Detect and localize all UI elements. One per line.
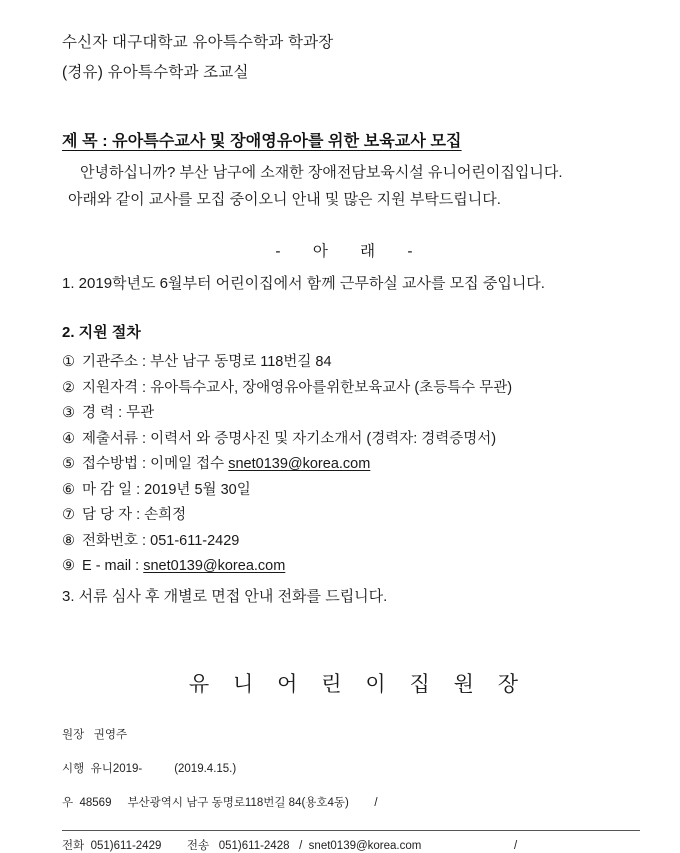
document-header (62, 28, 640, 88)
item-number: ④ (62, 430, 75, 447)
footer-director: 원장 권영주 (62, 728, 128, 741)
document-footer (62, 728, 640, 853)
document-title: 제 목 : 유아특수교사 및 장애영유아를 위한 보육교사 모집 (62, 133, 462, 150)
via-line: (경유) 유아특수학과 조교실 (62, 64, 249, 81)
item-value: 이력서 와 증명사진 및 자기소개서 (경력자: 경력증명서) (150, 430, 497, 447)
paragraph-3: 3. 서류 심사 후 개별로 면접 안내 전화를 드립니다. (62, 587, 388, 605)
list-item (62, 427, 640, 453)
greeting-block (68, 159, 640, 213)
item-number: ② (62, 379, 75, 396)
list-item (62, 350, 640, 376)
email-link[interactable]: snet0139@korea.com (143, 558, 286, 574)
email-link[interactable]: snet0139@korea.com (228, 456, 371, 472)
item-label: 경 력 : (82, 405, 123, 421)
recipient-line: 수신자 대구대학교 유아특수학과 학과장 (62, 34, 334, 51)
greeting-line-2: 아래와 같이 교사를 모집 중이오니 안내 및 많은 지원 부탁드립니다. (68, 191, 501, 208)
list-item (62, 452, 640, 478)
footer-address: 우 48569 부산광역시 남구 동명로118번길 84(용호4동) / (62, 796, 378, 809)
item-number: ③ (62, 405, 75, 421)
item-value: 051-611-2429 (150, 532, 240, 549)
item-value: 무관 (126, 405, 155, 421)
footer-contact: 전화 051)611-2429 전송 051)611-2428 / snet0139@korea.com / (62, 839, 518, 852)
item-number: ⑤ (62, 456, 75, 472)
section-2-title: 2. 지원 절차 (62, 324, 141, 341)
item-number: ⑧ (62, 532, 75, 549)
item-label: 담 당 자 : (82, 507, 141, 523)
list-item (62, 554, 640, 580)
list-item (62, 376, 640, 402)
footer-divider (62, 830, 640, 831)
greeting-line-1: 안녕하십니까? 부산 남구에 소재한 장애전담보육시설 유니어린이집입니다. (80, 164, 563, 181)
paragraph-1: 1. 2019학년도 6월부터 어린이집에서 함께 근무하실 교사를 모집 중입니다. (62, 275, 545, 292)
list-item (62, 503, 640, 529)
item-label: 지원자격 : (82, 379, 147, 396)
item-number: ⑨ (62, 558, 75, 574)
item-value: 이메일 접수 (150, 456, 225, 472)
footer-issue: 시행 유니2019- (2019.4.15.) (62, 762, 237, 775)
item-number: ⑥ (62, 481, 75, 498)
item-value: 2019년 5월 30일 (144, 481, 251, 498)
item-label: 마 감 일 : (82, 481, 141, 498)
list-item (62, 529, 640, 555)
item-number: ① (62, 354, 75, 370)
item-label: 전화번호 : (82, 532, 147, 549)
item-label: E - mail : (82, 558, 140, 574)
item-number: ⑦ (62, 507, 75, 523)
item-label: 기관주소 : (82, 354, 147, 370)
item-label: 접수방법 : (82, 456, 147, 472)
item-label: 제출서류 : (82, 430, 147, 447)
item-value: 부산 남구 동명로 118번길 84 (150, 354, 332, 370)
list-item (62, 478, 640, 504)
item-value: 손희정 (144, 507, 187, 523)
signature-line: 유 니 어 린 이 집 원 장 (188, 672, 528, 696)
list-item (62, 401, 640, 427)
divider-label: - 아 래 - (275, 243, 427, 260)
item-value: 유아특수교사, 장애영유아를위한보육교사 (초등특수 무관) (150, 379, 513, 396)
